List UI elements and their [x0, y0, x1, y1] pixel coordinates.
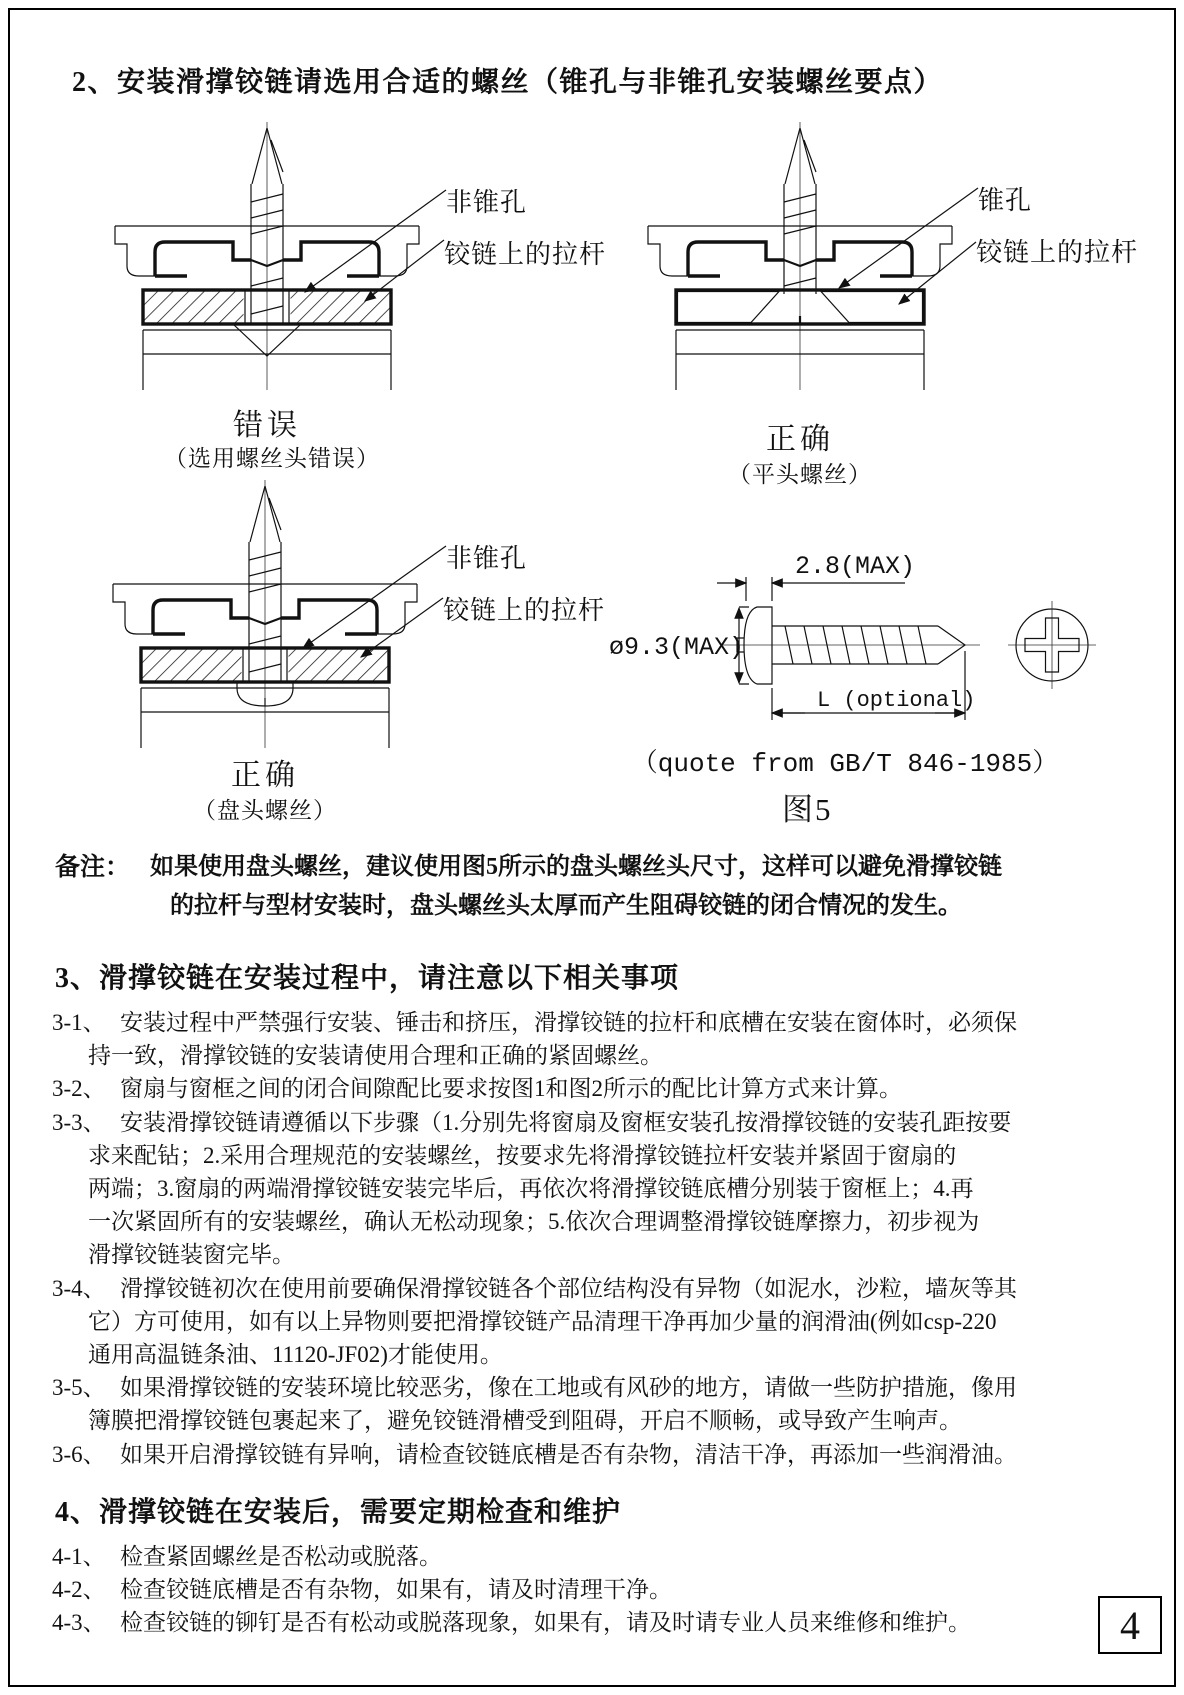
- item-id: 4-2、: [52, 1577, 106, 1603]
- item-text: 两端；3.窗扇的两端滑撑铰链安装完毕后，再依次将滑撑铰链底槽分别装于窗框上；4.再: [88, 1176, 974, 1202]
- fig3-subcaption: （盘头螺丝）: [193, 798, 337, 823]
- item-id: 4-1、: [52, 1544, 106, 1569]
- list-item: [52, 1540, 971, 1573]
- item-text: 检查铰链的铆钉是否有松动或脱落现象，如果有，请及时请专业人员来维修和维护。: [120, 1610, 971, 1636]
- item-text: 窗扇与窗框之间的闭合间隙配比要求按图1和图2所示的配比计算方式来计算。: [120, 1076, 902, 1102]
- note-line-1: 如果使用盘头螺丝，建议使用图5所示的盘头螺丝头尺寸，这样可以避免滑撑铰链: [150, 854, 1002, 880]
- list-item: [52, 1072, 1017, 1105]
- item-id: 3-6、: [52, 1441, 106, 1467]
- page-title: 2、安装滑撑铰链请选用合适的螺丝（锥孔与非锥孔安装螺丝要点）: [72, 67, 944, 98]
- fig5-dim-head-dia: ø9.3(MAX): [609, 633, 745, 662]
- item-text: 通用高温链条油、11120-JF02)才能使用。: [88, 1342, 503, 1368]
- list-item: [52, 1573, 971, 1606]
- item-id: 3-3、: [52, 1109, 106, 1135]
- fig5-screw-dimension-drawing: [605, 515, 1120, 745]
- section3-heading: 3、滑撑铰链在安装过程中，请注意以下相关事项: [55, 963, 680, 994]
- item-text: 如果滑撑铰链的安装环境比较恶劣，像在工地或有风砂的地方，请做一些防护措施，像用: [120, 1375, 1017, 1401]
- fig2-subcaption: （平头螺丝）: [728, 462, 872, 487]
- note-label: 备注：: [55, 854, 131, 881]
- fig5-label: 图5: [782, 792, 833, 827]
- fig1-subcaption: （选用螺丝头错误）: [164, 446, 380, 471]
- list-item: [52, 1438, 1017, 1471]
- page-number: 4: [1098, 1596, 1162, 1654]
- list-item: [52, 1606, 971, 1639]
- item-id: 4-3、: [52, 1610, 106, 1636]
- fig1-caption: 错误: [233, 409, 301, 442]
- item-text: 如果开启滑撑铰链有异响，请检查铰链底槽是否有杂物，清洁干净，再添加一些润滑油。: [120, 1441, 1017, 1467]
- section4-heading: 4、滑撑铰链在安装后，需要定期检查和维护: [55, 1497, 622, 1528]
- list-item: [52, 1006, 1017, 1072]
- item-text: 滑撑铰链装窗完毕。: [88, 1242, 295, 1268]
- section4-items: [52, 1540, 971, 1640]
- fig1-hole-label: 非锥孔: [446, 188, 528, 217]
- fig3-rod-label: 铰链上的拉杆: [443, 596, 606, 625]
- note-line-2: 的拉杆与型材安装时，盘头螺丝头太厚而产生阻碍铰链的闭合情况的发生。: [170, 893, 962, 919]
- item-text: 滑撑铰链初次在使用前要确保滑撑铰链各个部位结构没有异物（如泥水，沙粒，墙灰等其: [120, 1275, 1017, 1301]
- list-item: [52, 1272, 1017, 1372]
- item-text: 检查紧固螺丝是否松动或脱落。: [120, 1544, 442, 1569]
- fig2-hole-label: 锥孔: [978, 186, 1033, 215]
- item-text: 安装滑撑铰链请遵循以下步骤（1.分别先将窗扇及窗框安装孔按滑撑铰链的安装孔距按要: [120, 1109, 1012, 1135]
- item-text: 求来配钻；2.采用合理规范的安装螺丝，按要求先将滑撑铰链拉杆安装并紧固于窗扇的: [88, 1142, 957, 1168]
- fig1-rod-label: 铰链上的拉杆: [444, 240, 607, 269]
- item-text: 持一致，滑撑铰链的安装请使用合理和正确的紧固螺丝。: [88, 1043, 663, 1069]
- item-text: 安装过程中严禁强行安装、锤击和挤压，滑撑铰链的拉杆和底槽在安装在窗体时，必须保: [120, 1010, 1017, 1035]
- item-text: 它）方可使用，如有以上异物则要把滑撑铰链产品清理干净再加少量的润滑油(例如csp-220: [88, 1308, 997, 1334]
- item-id: 3-4、: [52, 1275, 106, 1301]
- item-id: 3-1、: [52, 1010, 106, 1035]
- list-item: [52, 1106, 1017, 1272]
- item-text: 检查铰链底槽是否有杂物，如果有，请及时清理干净。: [120, 1577, 672, 1603]
- fig5-quote: （quote from GB/T 846-1985）: [631, 749, 1059, 779]
- section3-items: [52, 1006, 1017, 1471]
- item-id: 3-5、: [52, 1375, 106, 1401]
- fig3-hole-label: 非锥孔: [446, 544, 528, 573]
- fig2-rod-label: 铰链上的拉杆: [976, 238, 1139, 267]
- fig5-dim-head-height: 2.8(MAX): [795, 552, 916, 581]
- item-text: 一次紧固所有的安装螺丝，确认无松动现象；5.依次合理调整滑撑铰链摩擦力，初步视为: [88, 1209, 980, 1235]
- fig2-caption: 正确: [766, 423, 834, 456]
- fig5-dim-length: L (optional): [817, 688, 976, 713]
- list-item: [52, 1371, 1017, 1437]
- item-text: 簿膜把滑撑铰链包裹起来了，避免铰链滑槽受到阻碍，开启不顺畅，或导致产生响声。: [88, 1408, 962, 1434]
- note-text: [150, 848, 1002, 926]
- fig3-caption: 正确: [231, 759, 299, 792]
- item-id: 3-2、: [52, 1076, 106, 1102]
